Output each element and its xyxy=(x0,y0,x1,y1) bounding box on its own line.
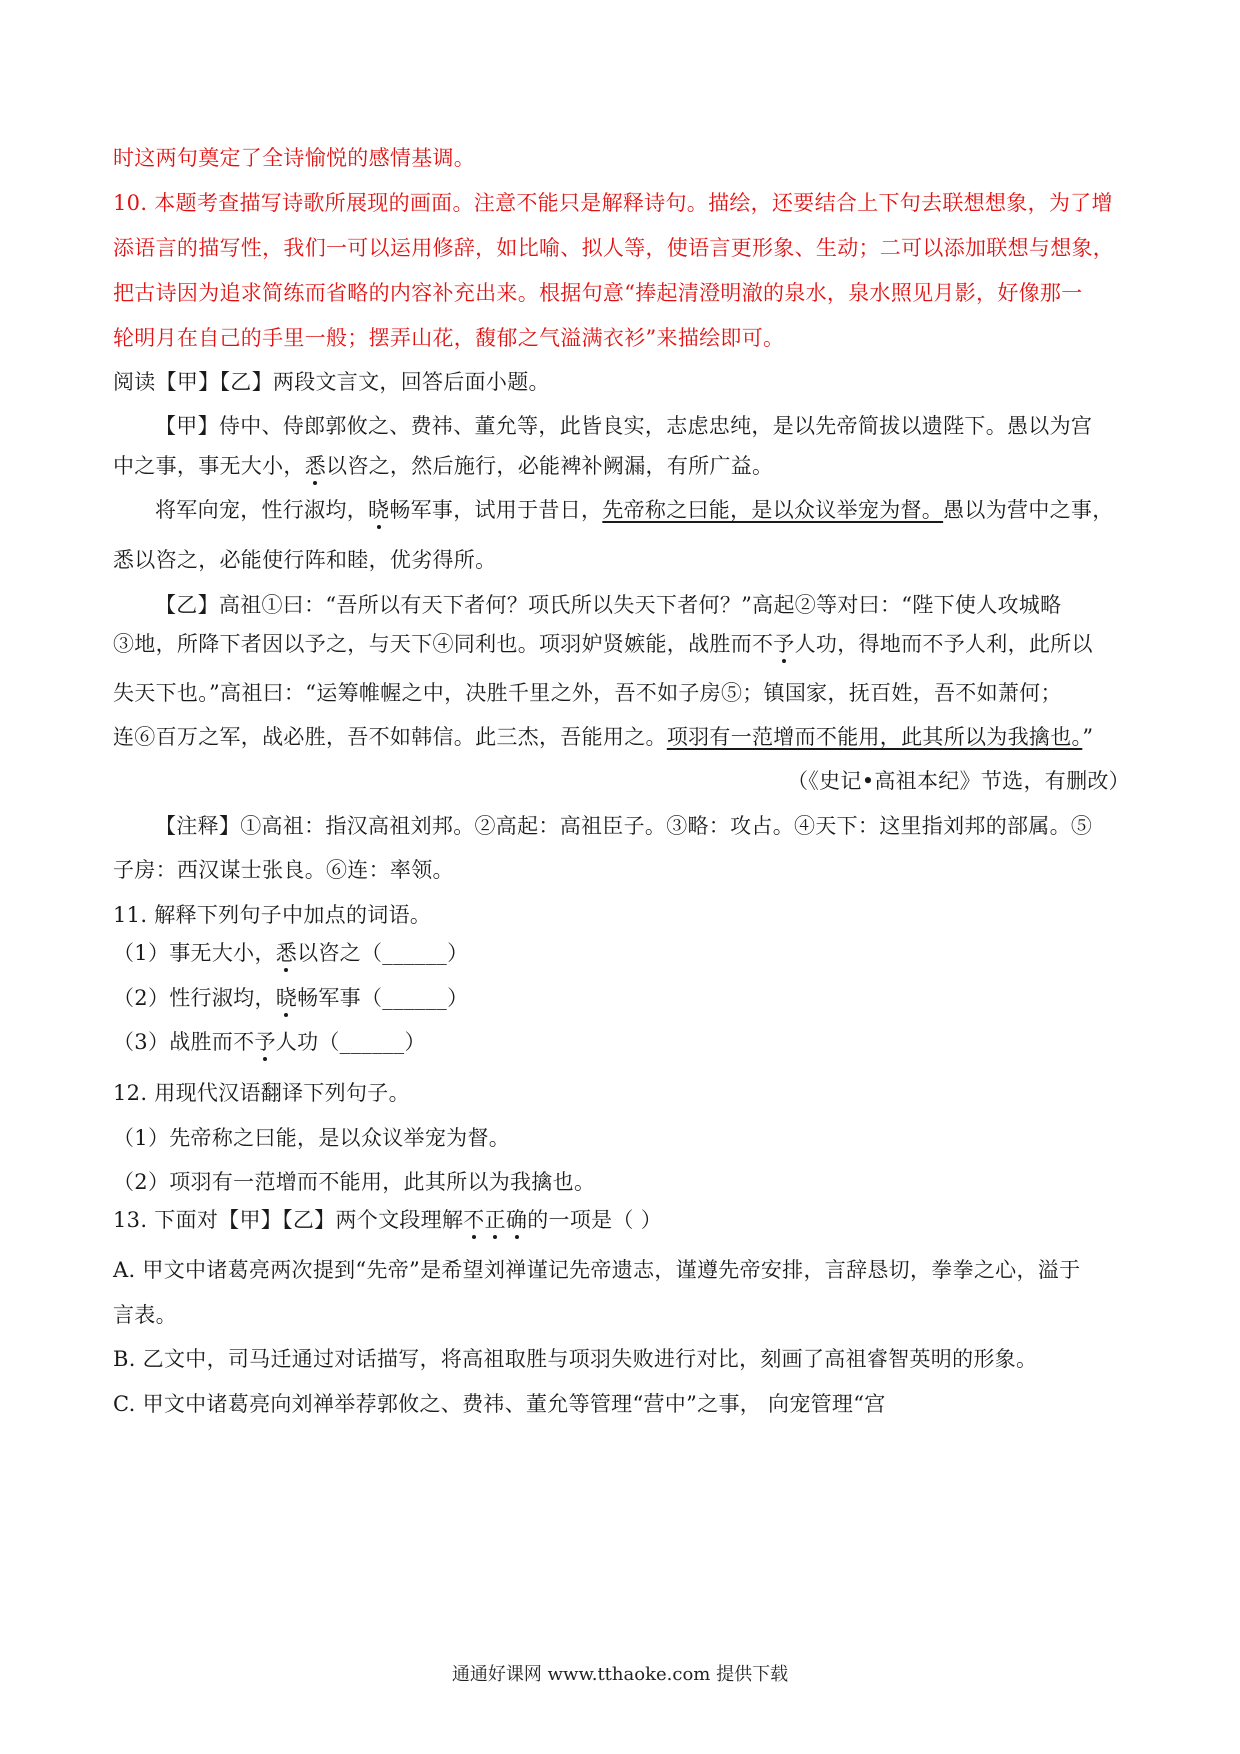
underlined-sentence: 项羽有一范增而不能用，此其所以为我擒也。 xyxy=(666,725,1083,749)
underlined-sentence: 先帝称之曰能，是以众议举宠为督。 xyxy=(602,498,944,522)
yi-line-1: 【乙】高祖①曰：“吾所以有天下者何？项氏所以失天下者何？”高起②等对曰：“陛下使人攻城略 xyxy=(155,593,1062,617)
dotted-word: 悉 xyxy=(304,454,327,478)
question-13-option-c: C. 甲文中诸葛亮向刘禅举荐郭攸之、费祎、董允等管理“营中”之事， 向宠管理“宫 xyxy=(113,1392,886,1416)
question-11-item-2: （2）性行淑均，晓畅军事（______） xyxy=(113,986,469,1010)
question-13-stem: 13. 下面对【甲】【乙】两个文段理解不正确的一项是（ ） xyxy=(113,1208,662,1232)
jia-paragraph-2-line-1: 将军向宠，性行淑均，晓畅军事，试用于昔日，先帝称之曰能，是以众议举宠为督。愚以为营中之事， xyxy=(155,498,1114,522)
reading-intro: 阅读【甲】【乙】两段文言文，回答后面小题。 xyxy=(113,370,550,394)
answer-10-line: 轮明月在自己的手里一般；摆弄山花，馥郁之气溢满衣衫”来描绘即可。 xyxy=(113,326,785,350)
page-footer: 通通好课网 www.tthaoke.com 提供下载 xyxy=(451,1664,789,1685)
dotted-word: 晓 xyxy=(368,498,390,522)
dotted-word: 不 xyxy=(463,1208,485,1232)
question-12-stem: 12. 用现代汉语翻译下列句子。 xyxy=(113,1081,410,1105)
yi-line-4: 连⑥百万之军，战必胜，吾不如韩信。此三杰，吾能用之。项羽有一范增而不能用，此其所以为我擒也。” xyxy=(113,725,1094,749)
answer-10-line: 把古诗因为追求简练而省略的内容补充出来。根据句意“捧起清澄明澈的泉水，泉水照见月影，好像那一 xyxy=(113,281,1083,305)
jia-paragraph-1-line-2: 中之事，事无大小，悉以咨之，然后施行，必能裨补阙漏，有所广益。 xyxy=(113,454,774,478)
jia-paragraph-1-line-1: 【甲】侍中、侍郎郭攸之、费祎、董允等，此皆良实，志虑忠纯，是以先帝简拔以遗陛下。愚以为宫 xyxy=(155,414,1093,438)
jia-paragraph-2-line-2: 悉以咨之，必能使行阵和睦，优劣得所。 xyxy=(113,548,497,572)
yi-source: （《史记•高祖本纪》节选，有删改） xyxy=(787,769,1130,793)
dotted-word: 悉 xyxy=(275,941,298,965)
yi-line-3: 失天下也。”高祖曰：“运筹帷幄之中，决胜千里之外，吾不如子房⑤；镇国家，抚百姓，吾不如萧何； xyxy=(113,681,1062,705)
answer-10-line: 10. 本题考查描写诗歌所展现的画面。注意不能只是解释诗句。描绘，还要结合上下句去联想想象，为了增 xyxy=(113,191,1113,215)
notes-line-2: 子房：西汉谋士张良。⑥连：率领。 xyxy=(113,858,454,882)
question-12-item-1: （1）先帝称之曰能，是以众议举宠为督。 xyxy=(113,1126,511,1150)
notes-line-1: 【注释】①高祖：指汉高祖刘邦。②高起：高祖臣子。③略：攻占。④天下：这里指刘邦的部属。⑤ xyxy=(155,814,1093,838)
dotted-word: 确 xyxy=(505,1208,528,1232)
dotted-word: 予 xyxy=(773,632,795,656)
answer-10-line: 添语言的描写性，我们一可以运用修辞，如比喻、拟人等，使语言更形象、生动；二可以添加联想与想象， xyxy=(113,236,1115,260)
answer-9-tail: 时这两句奠定了全诗愉悦的感情基调。 xyxy=(113,146,476,170)
question-11-item-1: （1）事无大小，悉以咨之（______） xyxy=(113,941,469,965)
question-13-option-b: B. 乙文中，司马迁通过对话描写，将高祖取胜与项羽失败进行对比，刻画了高祖睿智英明的形象。 xyxy=(113,1347,1038,1371)
question-13-option-a-line-2: 言表。 xyxy=(113,1303,177,1327)
dotted-word: 予 xyxy=(254,1030,276,1054)
question-11-item-3: （3）战胜而不予人功（______） xyxy=(113,1030,426,1054)
question-12-item-2: （2）项羽有一范增而不能用，此其所以为我擒也。 xyxy=(113,1170,596,1194)
dotted-word: 晓 xyxy=(275,986,298,1010)
yi-line-2: ③地，所降下者因以予之，与天下④同利也。项羽妒贤嫉能，战胜而不予人功，得地而不予人利，此所以 xyxy=(113,632,1093,656)
question-11-stem: 11. 解释下列句子中加点的词语。 xyxy=(113,903,432,927)
question-13-option-a-line-1: A. 甲文中诸葛亮两次提到“先帝”是希望刘禅谨记先帝遗志，谨遵先帝安排，言辞恳切，拳拳之心，溢于 xyxy=(113,1258,1081,1282)
dotted-word: 正 xyxy=(484,1208,506,1232)
